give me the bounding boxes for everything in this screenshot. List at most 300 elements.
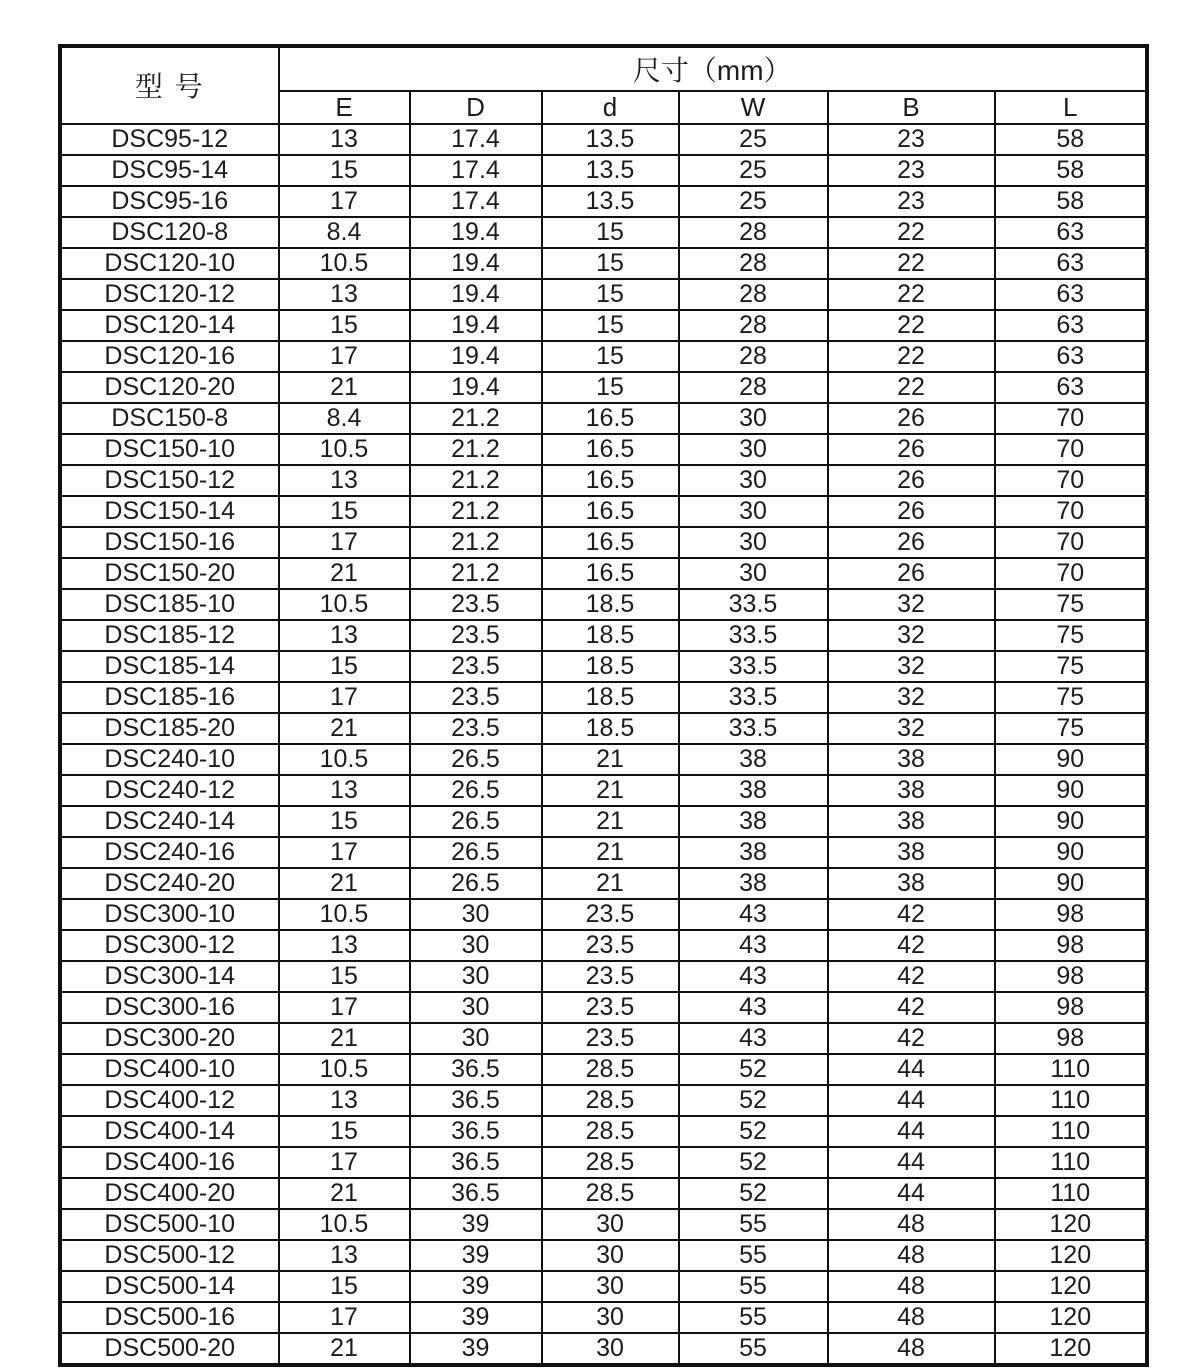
value-cell: 55: [679, 1302, 828, 1333]
table-row: [61, 1333, 1147, 1365]
value-cell: 17: [279, 992, 410, 1023]
value-cell: 28: [679, 310, 828, 341]
model-column-header: 型 号: [61, 47, 279, 124]
value-cell: 28: [679, 217, 828, 248]
value-cell: 30: [410, 1023, 542, 1054]
value-cell: 42: [828, 930, 995, 961]
value-cell: 13: [279, 279, 410, 310]
value-cell: 30: [410, 899, 542, 930]
value-cell: 10.5: [279, 434, 410, 465]
size-group-header: 尺寸（mm）: [279, 47, 1147, 91]
model-cell: DSC150-20: [61, 558, 279, 589]
value-cell: 28.5: [542, 1054, 679, 1085]
value-cell: 44: [828, 1178, 995, 1209]
table-row: [61, 1178, 1147, 1209]
value-cell: 22: [828, 217, 995, 248]
value-cell: 21.2: [410, 434, 542, 465]
value-cell: 44: [828, 1054, 995, 1085]
model-cell: DSC500-10: [61, 1209, 279, 1240]
value-cell: 15: [279, 961, 410, 992]
value-cell: 10.5: [279, 899, 410, 930]
model-cell: DSC185-12: [61, 620, 279, 651]
value-cell: 30: [410, 961, 542, 992]
value-cell: 55: [679, 1240, 828, 1271]
model-cell: DSC240-16: [61, 837, 279, 868]
value-cell: 55: [679, 1333, 828, 1365]
value-cell: 19.4: [410, 310, 542, 341]
model-cell: DSC400-10: [61, 1054, 279, 1085]
model-cell: DSC150-10: [61, 434, 279, 465]
model-cell: DSC240-20: [61, 868, 279, 899]
column-header-d: d: [542, 91, 679, 124]
value-cell: 28: [679, 248, 828, 279]
value-cell: 10.5: [279, 744, 410, 775]
value-cell: 110: [995, 1054, 1147, 1085]
value-cell: 13: [279, 1085, 410, 1116]
value-cell: 70: [995, 558, 1147, 589]
value-cell: 23: [828, 155, 995, 186]
model-cell: DSC150-12: [61, 465, 279, 496]
value-cell: 26: [828, 403, 995, 434]
value-cell: 30: [679, 403, 828, 434]
value-cell: 30: [542, 1240, 679, 1271]
value-cell: 90: [995, 837, 1147, 868]
value-cell: 23: [828, 186, 995, 217]
value-cell: 42: [828, 899, 995, 930]
value-cell: 63: [995, 217, 1147, 248]
value-cell: 21: [279, 558, 410, 589]
value-cell: 32: [828, 589, 995, 620]
value-cell: 16.5: [542, 403, 679, 434]
value-cell: 21: [279, 1023, 410, 1054]
value-cell: 30: [542, 1209, 679, 1240]
value-cell: 26.5: [410, 775, 542, 806]
value-cell: 55: [679, 1209, 828, 1240]
value-cell: 17.4: [410, 186, 542, 217]
table-row: [61, 1240, 1147, 1271]
table-row: [61, 620, 1147, 651]
value-cell: 23: [828, 124, 995, 155]
value-cell: 15: [542, 341, 679, 372]
value-cell: 15: [279, 1271, 410, 1302]
value-cell: 110: [995, 1178, 1147, 1209]
model-cell: DSC185-10: [61, 589, 279, 620]
value-cell: 75: [995, 713, 1147, 744]
value-cell: 38: [679, 744, 828, 775]
value-cell: 8.4: [279, 217, 410, 248]
value-cell: 90: [995, 775, 1147, 806]
model-cell: DSC120-16: [61, 341, 279, 372]
value-cell: 63: [995, 248, 1147, 279]
value-cell: 23.5: [542, 961, 679, 992]
value-cell: 44: [828, 1085, 995, 1116]
model-cell: DSC95-14: [61, 155, 279, 186]
value-cell: 75: [995, 589, 1147, 620]
value-cell: 23.5: [542, 899, 679, 930]
value-cell: 90: [995, 868, 1147, 899]
value-cell: 8.4: [279, 403, 410, 434]
value-cell: 21: [279, 1178, 410, 1209]
value-cell: 21: [542, 744, 679, 775]
value-cell: 15: [542, 310, 679, 341]
model-cell: DSC120-14: [61, 310, 279, 341]
value-cell: 52: [679, 1085, 828, 1116]
value-cell: 38: [828, 775, 995, 806]
value-cell: 21.2: [410, 558, 542, 589]
table-row: [61, 1271, 1147, 1302]
column-header-L: L: [995, 91, 1147, 124]
value-cell: 18.5: [542, 589, 679, 620]
value-cell: 22: [828, 248, 995, 279]
value-cell: 13: [279, 620, 410, 651]
value-cell: 13.5: [542, 155, 679, 186]
value-cell: 15: [279, 651, 410, 682]
value-cell: 22: [828, 341, 995, 372]
value-cell: 70: [995, 403, 1147, 434]
value-cell: 38: [828, 744, 995, 775]
value-cell: 42: [828, 992, 995, 1023]
value-cell: 33.5: [679, 651, 828, 682]
model-cell: DSC400-14: [61, 1116, 279, 1147]
value-cell: 30: [410, 992, 542, 1023]
value-cell: 98: [995, 961, 1147, 992]
value-cell: 15: [542, 248, 679, 279]
value-cell: 17: [279, 837, 410, 868]
table-row: [61, 217, 1147, 248]
value-cell: 15: [279, 496, 410, 527]
model-cell: DSC500-16: [61, 1302, 279, 1333]
value-cell: 39: [410, 1302, 542, 1333]
value-cell: 23.5: [410, 713, 542, 744]
value-cell: 43: [679, 930, 828, 961]
model-cell: DSC150-16: [61, 527, 279, 558]
table-row: [61, 992, 1147, 1023]
model-cell: DSC300-16: [61, 992, 279, 1023]
table-row: [61, 341, 1147, 372]
value-cell: 22: [828, 372, 995, 403]
value-cell: 30: [542, 1302, 679, 1333]
table-row: [61, 837, 1147, 868]
value-cell: 38: [679, 775, 828, 806]
value-cell: 36.5: [410, 1116, 542, 1147]
model-cell: DSC120-20: [61, 372, 279, 403]
table-row: [61, 775, 1147, 806]
value-cell: 21.2: [410, 403, 542, 434]
value-cell: 26.5: [410, 868, 542, 899]
model-cell: DSC150-8: [61, 403, 279, 434]
value-cell: 98: [995, 930, 1147, 961]
table-row: [61, 961, 1147, 992]
model-cell: DSC300-10: [61, 899, 279, 930]
column-header-E: E: [279, 91, 410, 124]
table-row: [61, 527, 1147, 558]
value-cell: 23.5: [410, 589, 542, 620]
table-row: [61, 1054, 1147, 1085]
value-cell: 17: [279, 682, 410, 713]
value-cell: 21: [279, 868, 410, 899]
value-cell: 30: [679, 496, 828, 527]
value-cell: 26: [828, 558, 995, 589]
value-cell: 25: [679, 124, 828, 155]
table-row: [61, 434, 1147, 465]
value-cell: 70: [995, 496, 1147, 527]
model-cell: DSC500-14: [61, 1271, 279, 1302]
value-cell: 38: [828, 806, 995, 837]
model-cell: DSC240-14: [61, 806, 279, 837]
value-cell: 10.5: [279, 1209, 410, 1240]
value-cell: 52: [679, 1178, 828, 1209]
value-cell: 21: [542, 775, 679, 806]
table-row: [61, 930, 1147, 961]
value-cell: 28.5: [542, 1116, 679, 1147]
value-cell: 42: [828, 961, 995, 992]
value-cell: 19.4: [410, 217, 542, 248]
value-cell: 15: [542, 279, 679, 310]
value-cell: 21.2: [410, 496, 542, 527]
value-cell: 52: [679, 1054, 828, 1085]
value-cell: 39: [410, 1209, 542, 1240]
value-cell: 38: [828, 837, 995, 868]
value-cell: 17: [279, 341, 410, 372]
value-cell: 58: [995, 186, 1147, 217]
value-cell: 110: [995, 1147, 1147, 1178]
table-row: [61, 868, 1147, 899]
value-cell: 19.4: [410, 341, 542, 372]
value-cell: 23.5: [542, 1023, 679, 1054]
table-row: [61, 279, 1147, 310]
value-cell: 16.5: [542, 527, 679, 558]
value-cell: 33.5: [679, 682, 828, 713]
value-cell: 21: [542, 868, 679, 899]
value-cell: 23.5: [542, 930, 679, 961]
value-cell: 42: [828, 1023, 995, 1054]
value-cell: 32: [828, 620, 995, 651]
value-cell: 15: [279, 310, 410, 341]
model-cell: DSC95-16: [61, 186, 279, 217]
value-cell: 75: [995, 620, 1147, 651]
value-cell: 36.5: [410, 1147, 542, 1178]
value-cell: 28.5: [542, 1085, 679, 1116]
value-cell: 38: [828, 868, 995, 899]
value-cell: 26: [828, 527, 995, 558]
value-cell: 17: [279, 186, 410, 217]
value-cell: 28.5: [542, 1147, 679, 1178]
model-cell: DSC300-20: [61, 1023, 279, 1054]
model-cell: DSC400-20: [61, 1178, 279, 1209]
value-cell: 21: [279, 713, 410, 744]
value-cell: 28: [679, 279, 828, 310]
value-cell: 32: [828, 713, 995, 744]
table-row: [61, 465, 1147, 496]
value-cell: 23.5: [410, 620, 542, 651]
value-cell: 13.5: [542, 124, 679, 155]
value-cell: 70: [995, 465, 1147, 496]
value-cell: 26: [828, 434, 995, 465]
value-cell: 25: [679, 155, 828, 186]
table-row: [61, 155, 1147, 186]
model-cell: DSC500-20: [61, 1333, 279, 1365]
model-cell: DSC185-20: [61, 713, 279, 744]
table-row: [61, 1116, 1147, 1147]
value-cell: 43: [679, 1023, 828, 1054]
value-cell: 70: [995, 434, 1147, 465]
value-cell: 26: [828, 465, 995, 496]
value-cell: 30: [679, 527, 828, 558]
value-cell: 38: [679, 837, 828, 868]
value-cell: 63: [995, 310, 1147, 341]
value-cell: 15: [279, 155, 410, 186]
value-cell: 52: [679, 1147, 828, 1178]
value-cell: 32: [828, 651, 995, 682]
model-cell: DSC120-10: [61, 248, 279, 279]
value-cell: 21: [279, 372, 410, 403]
value-cell: 19.4: [410, 248, 542, 279]
value-cell: 44: [828, 1116, 995, 1147]
value-cell: 28: [679, 341, 828, 372]
table-row: [61, 713, 1147, 744]
value-cell: 28.5: [542, 1178, 679, 1209]
value-cell: 120: [995, 1271, 1147, 1302]
table-row: [61, 403, 1147, 434]
model-cell: DSC400-16: [61, 1147, 279, 1178]
value-cell: 48: [828, 1209, 995, 1240]
value-cell: 30: [679, 434, 828, 465]
header-row-top: [61, 47, 1147, 91]
table-row: [61, 899, 1147, 930]
model-cell: DSC500-12: [61, 1240, 279, 1271]
model-cell: DSC150-14: [61, 496, 279, 527]
value-cell: 120: [995, 1302, 1147, 1333]
table-row: [61, 1147, 1147, 1178]
value-cell: 13.5: [542, 186, 679, 217]
table-row: [61, 558, 1147, 589]
value-cell: 23.5: [410, 682, 542, 713]
model-cell: DSC300-14: [61, 961, 279, 992]
value-cell: 17.4: [410, 124, 542, 155]
column-header-B: B: [828, 91, 995, 124]
value-cell: 120: [995, 1240, 1147, 1271]
value-cell: 63: [995, 279, 1147, 310]
value-cell: 43: [679, 992, 828, 1023]
table-row: [61, 1302, 1147, 1333]
table-row: [61, 806, 1147, 837]
table-row: [61, 248, 1147, 279]
value-cell: 17.4: [410, 155, 542, 186]
model-cell: DSC240-10: [61, 744, 279, 775]
value-cell: 16.5: [542, 496, 679, 527]
value-cell: 75: [995, 682, 1147, 713]
value-cell: 36.5: [410, 1054, 542, 1085]
value-cell: 26: [828, 496, 995, 527]
value-cell: 98: [995, 899, 1147, 930]
dimension-table: [59, 45, 1148, 1366]
value-cell: 17: [279, 1302, 410, 1333]
value-cell: 39: [410, 1271, 542, 1302]
table-row: [61, 496, 1147, 527]
value-cell: 18.5: [542, 651, 679, 682]
value-cell: 70: [995, 527, 1147, 558]
value-cell: 30: [679, 465, 828, 496]
value-cell: 36.5: [410, 1085, 542, 1116]
value-cell: 90: [995, 806, 1147, 837]
value-cell: 58: [995, 155, 1147, 186]
value-cell: 110: [995, 1116, 1147, 1147]
value-cell: 10.5: [279, 589, 410, 620]
value-cell: 26.5: [410, 837, 542, 868]
value-cell: 19.4: [410, 279, 542, 310]
table-row: [61, 310, 1147, 341]
value-cell: 19.4: [410, 372, 542, 403]
value-cell: 18.5: [542, 620, 679, 651]
value-cell: 48: [828, 1302, 995, 1333]
value-cell: 16.5: [542, 558, 679, 589]
value-cell: 43: [679, 961, 828, 992]
table-row: [61, 589, 1147, 620]
value-cell: 120: [995, 1333, 1147, 1365]
value-cell: 63: [995, 372, 1147, 403]
value-cell: 55: [679, 1271, 828, 1302]
value-cell: 13: [279, 465, 410, 496]
value-cell: 30: [542, 1333, 679, 1365]
value-cell: 23.5: [410, 651, 542, 682]
value-cell: 16.5: [542, 465, 679, 496]
value-cell: 21: [542, 806, 679, 837]
value-cell: 48: [828, 1240, 995, 1271]
value-cell: 75: [995, 651, 1147, 682]
value-cell: 18.5: [542, 682, 679, 713]
value-cell: 30: [679, 558, 828, 589]
value-cell: 98: [995, 992, 1147, 1023]
table-row: [61, 186, 1147, 217]
column-header-D: D: [410, 91, 542, 124]
value-cell: 58: [995, 124, 1147, 155]
table-row: [61, 124, 1147, 155]
table-row: [61, 1023, 1147, 1054]
column-header-W: W: [679, 91, 828, 124]
value-cell: 30: [410, 930, 542, 961]
value-cell: 36.5: [410, 1178, 542, 1209]
value-cell: 13: [279, 930, 410, 961]
model-cell: DSC400-12: [61, 1085, 279, 1116]
value-cell: 16.5: [542, 434, 679, 465]
value-cell: 110: [995, 1085, 1147, 1116]
model-cell: DSC120-8: [61, 217, 279, 248]
table-row: [61, 372, 1147, 403]
value-cell: 18.5: [542, 713, 679, 744]
value-cell: 43: [679, 899, 828, 930]
value-cell: 22: [828, 310, 995, 341]
value-cell: 33.5: [679, 589, 828, 620]
value-cell: 26.5: [410, 806, 542, 837]
value-cell: 26.5: [410, 744, 542, 775]
value-cell: 13: [279, 775, 410, 806]
value-cell: 30: [542, 1271, 679, 1302]
value-cell: 120: [995, 1209, 1147, 1240]
value-cell: 21.2: [410, 465, 542, 496]
table-row: [61, 1209, 1147, 1240]
model-cell: DSC240-12: [61, 775, 279, 806]
model-cell: DSC185-16: [61, 682, 279, 713]
value-cell: 48: [828, 1271, 995, 1302]
value-cell: 32: [828, 682, 995, 713]
value-cell: 10.5: [279, 1054, 410, 1085]
value-cell: 21.2: [410, 527, 542, 558]
value-cell: 15: [279, 1116, 410, 1147]
value-cell: 63: [995, 341, 1147, 372]
value-cell: 39: [410, 1240, 542, 1271]
value-cell: 38: [679, 806, 828, 837]
value-cell: 15: [542, 372, 679, 403]
